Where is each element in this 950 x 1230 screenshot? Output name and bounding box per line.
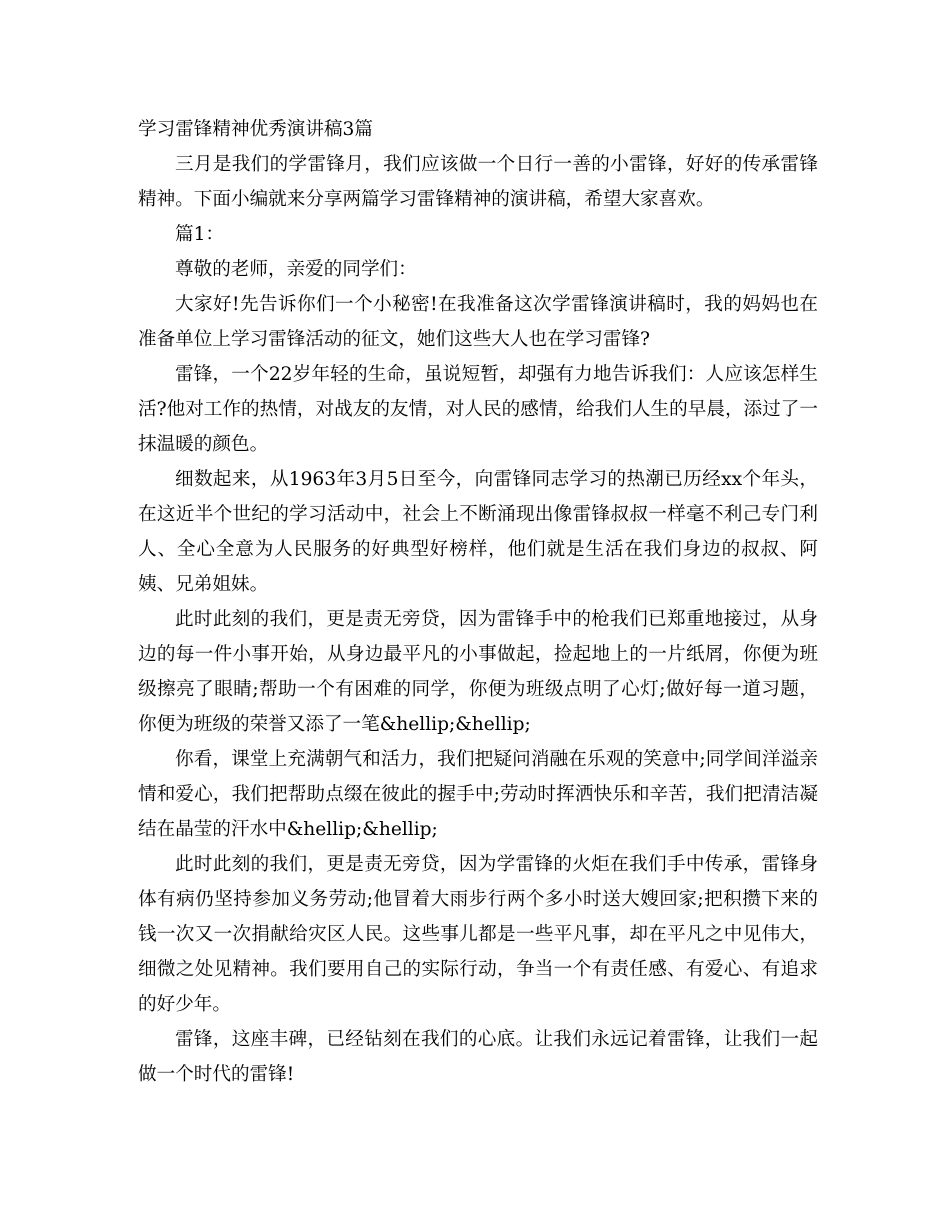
paragraph-intro: 三月是我们的学雷锋月，我们应该做一个日行一善的小雷锋，好好的传承雷锋精神。下面小编就来分享两篇学习雷锋精神的演讲稿，希望大家喜欢。 <box>138 154 818 210</box>
paragraph-greeting: 大家好!先告诉你们一个小秘密!在我准备这次学雷锋演讲稿时，我的妈妈也在准备单位上学习雷锋活动的征文，她们这些大人也在学习雷锋? <box>138 294 818 350</box>
paragraph-torch: 此时此刻的我们，更是责无旁贷，因为学雷锋的火炬在我们手中传承，雷锋身体有病仍坚持参加义务劳动;他冒着大雨步行两个多小时送大嫂回家;把积攒下来的钱一次又一次捐献给灾区人民。这些事儿都是一些平凡事，却在平凡之中见伟大，细微之处见精神。我们要用自己的实际行动，争当一个有责任感、有爱心、有追求的好少年。 <box>138 854 818 1015</box>
paragraph-conclusion: 雷锋，这座丰碑，已经钻刻在我们的心底。让我们永远记着雷锋，让我们一起做一个时代的雷锋! <box>138 1029 818 1085</box>
paragraph-history: 细数起来，从1963年3月5日至今，向雷锋同志学习的热潮已历经xx个年头，在这近半个世纪的学习活动中，社会上不断涌现出像雷锋叔叔一样毫不利己专门利人、全心全意为人民服务的好典型好榜样，他们就是生活在我们身边的叔叔、阿姨、兄弟姐妹。 <box>138 469 818 595</box>
paragraph-responsibility: 此时此刻的我们，更是责无旁贷，因为雷锋手中的枪我们已郑重地接过，从身边的每一件小事开始，从身边最平凡的小事做起，捡起地上的一片纸屑，你便为班级擦亮了眼睛;帮助一个有困难的同学，你便为班级点明了心灯;做好每一道习题，你便为班级的荣誉又添了一笔&hellip;&hellip; <box>138 609 818 735</box>
paragraph-classroom: 你看，课堂上充满朝气和活力，我们把疑问消融在乐观的笑意中;同学间洋溢亲情和爱心，我们把帮助点缀在彼此的握手中;劳动时挥洒快乐和辛苦，我们把清洁凝结在晶莹的汗水中&hellip;&hellip; <box>138 749 818 840</box>
document-title: 学习雷锋精神优秀演讲稿3篇 <box>138 119 373 140</box>
document-body <box>138 112 818 1092</box>
paragraph-salutation: 尊敬的老师，亲爱的同学们： <box>175 259 417 280</box>
paragraph-leifeng-life: 雷锋，一个22岁年轻的生命，虽说短暂，却强有力地告诉我们：人应该怎样生活?他对工作的热情，对战友的友情，对人民的感情，给我们人生的早晨，添过了一抹温暖的颜色。 <box>138 364 818 455</box>
paragraph-section-label: 篇1： <box>175 224 225 245</box>
